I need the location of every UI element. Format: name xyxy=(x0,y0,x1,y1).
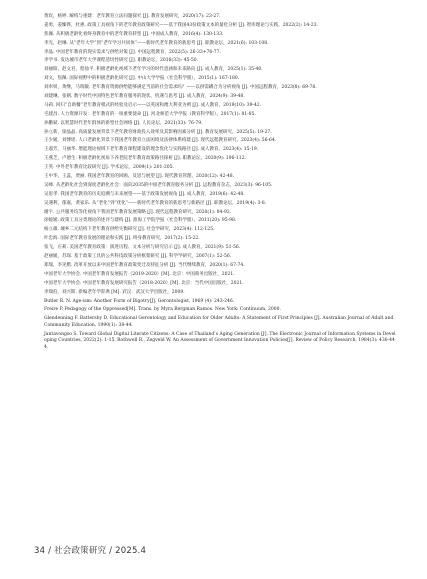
reference-item: 刘丽阳，赵文君，程仙平. 积极老龄化视域下老年学习的时代意涵和未来路向 [J]. 成人教育，2025(1): 35-40. xyxy=(44,67,263,73)
reference-item: 孙立新，梁晶晶. 高质量发展背景下老年教育财政投入效率及其影响因素分析 [J]. 教育发展研究，2025(5): 19-27. xyxy=(44,129,272,135)
reference-item: 谢宇. 公共服务均等化视角下我国老年教育发展策略 [J]. 现代远程教育研究，2020(1): 84-92. xyxy=(44,209,232,215)
reference-item: Butler R. N. Age-ism: Another Form of Bigotry[J]. Gerontologist, 1969 (4): 243-246. xyxy=(44,298,235,304)
reference-item: 姜勇，姜臻铧，杜惠. 政策工具视角下的老年教育政策研究——基于我国43份政策文本的量化分析 [J]. 智库理论与实践，2022(2): 14-23. xyxy=(44,22,318,28)
reference-item: 中国老年大学协会. 中国老年教育发展报告（2019-2020）[M]. 北京：中国商务出版社，2021. xyxy=(44,271,235,277)
reference-item: 赵丽媛，苏琛. 基于政策工具的公共科技政策分析框架研究 [J]. 科学学研究，2007(1): 52-56. xyxy=(44,254,232,260)
reference-list xyxy=(44,14,396,354)
reference-item: 王少媛，刘博瑶. 人口老龄化背景下我国老年教育立法困境及法律体系构建 [J]. 现代远程教育研究，2023(4): 56-64. xyxy=(44,138,277,144)
reference-item: 王中华，王蕊，贾丽. 我国老年教育的回顾、反思与展望 [J]. 现代教育管理，2020(12): 42-48. xyxy=(44,174,235,180)
reference-item: 刘建琳，张朝. 数字时代中国特色老年教育服务的现状、机遇与思考 [J]. 成人教育，2024(9): 39-48. xyxy=(44,94,245,100)
reference-item: 王燕芝，卢德生. 积极老龄化视角下养老院老年教育政策路径探析 [J]. 职教论坛，2020(9): 106-112. xyxy=(44,156,246,162)
reference-item: 杨立雄. 城乡二元结构下老年教育供给失衡研究 [J]. 社会学研究，2023(4): 112-125. xyxy=(44,227,215,233)
reference-item: 刘奉妍，黄继，马瑞敏. 老年教育资源供给能够满足当前的社会需求吗？——以供需耦合为分析视角 [J]. 中国远程教育，2023(8): 69-78. xyxy=(44,85,317,91)
reference-item: Glendenning F. Battersby D. Educational Gerontology and Education for Older Adults: A Statement of First Principles [J]. Australian Journal of Adult and Community Education, 1990(1): 38-44. xyxy=(44,316,394,328)
reference-item: Freire P. Pedagogy of the Oppressed[M]. Trans. by Myra Bergman Ramos. New York: Continuum, 2000. xyxy=(44,307,281,313)
reference-item: Jantavongso S. Toward Global Digital Literate Citizens: A Case of Thailand’s Aging Generation [J]. The Electronic Journal of Information Systems in Developing Countries, 2022(2): 1-15. Rothwell R., Zegveld W. An Assessment of Government Innovation Policies[J]. Review of Policy Research, 1984(3): 436-444. xyxy=(44,331,396,350)
reference-item: 吴思孝. 我国老年教育的历史追溯与未来展望——基于政策发展视角 [J]. 成人教育，2019(6): 42-48. xyxy=(44,191,245,197)
reference-item: 王淑芳，马丽华. 增能理论视域下老年教育课程建设的理念优化与实践路径 [J]. 成人教育，2023(4): 15-19. xyxy=(44,147,259,153)
reference-item: 吴峰. 从老龄化社会到深度老龄化社会：面向2035的中国老年教育服务分析 [J]. 远程教育杂志，2023(3): 96-105. xyxy=(44,182,273,188)
reference-item: 郑瑞，李见楷. 改革开放以来中国老年教育政策变迁及特征分析 [J]. 当代继续教育，2020(1): 67-74. xyxy=(44,262,245,268)
reference-item: 焦佩. 从积极老龄化看终身教育中的老年教育转型 [J]. 中国成人教育，2016(4): 130-133. xyxy=(44,31,224,37)
reference-item: 张飞，庄莉. 美国老年教育政策：演进历程、文本分析与研究启示 [J]. 成人教育，2021(9): 51-56. xyxy=(44,245,241,251)
reference-item: 李学书. 发达城市老年大学课程适切性研究 [J]. 职教论坛，2016(33): 45-50. xyxy=(44,58,199,64)
reference-item: 李晶. 中国老年教育的现实需求与供给对策 [J]. 中国远程教育，2022(5): 26-33+76-77. xyxy=(44,49,221,55)
reference-item: 毛建昌. 人力资源开发：老年教育的一项重要使命 [J]. 河北师范大学学报（教育科学版），2017(1): 81-85. xyxy=(44,111,256,117)
reference-item: 吴遇利，郁嘉，黄家乐. 从“老化”到“优化”——新时代老年教育的新思考与新路径 [J]. 职教论坛，2019(4): 3-8. xyxy=(44,200,267,206)
reference-item: 马莉. 回归“自助餐”老年教育模式的经验及启示——以英国和澳大利亚为例 [J]. 成人教育，2019(10): 39-42. xyxy=(44,102,262,108)
reference-item: 李瑞伯，刘兴斯. 新编老年学辞典 [M]. 武汉：武汉大学出版社，2009. xyxy=(44,289,185,295)
reference-item: 刘文，焦佩. 国际视野中的积极老龄化研究 [J]. 中山大学学报（社会科学版），2015(1): 167-180. xyxy=(44,76,240,82)
reference-item: 叶忠海. 国际老年教育发展的理论和实践 [J]. 终身教育研究，2017(2): 15-22. xyxy=(44,236,200,242)
reference-item: 李光，赵琳. 从“老年大学”到“老年学习共同体”——新时代老年教育的新思考 [J]. 职教论坛，2021(6): 103-108. xyxy=(44,40,269,46)
reference-item: 孙鹏斌. 以智慧时代老年群体的新型社会网络 [J]. 人民论坛，2021(33): 76-79. xyxy=(44,120,203,126)
reference-item: 王英. 中外老年教育比较研究 [J]. 学术论坛，2009(1): 201-205. xyxy=(44,165,174,171)
reference-item: 中国老年大学协会. 中国老年教育发展研究报告（2018-2020）[M]. 北京：当代中国出版社，2021. xyxy=(44,280,244,286)
reference-item: 徐媛媛. 政策工具分类理论的述评与建构 [J]. 淮海工学院学报（社会科学版），2011(20): 95-98. xyxy=(44,218,237,224)
page-footer: 34 / 社会政策研究 / 2025.4 xyxy=(34,546,147,556)
reference-item: 黄玫，杨婷. 解构与重建：老年教育立法问题探究 [J]. 教育发展研究，2020(17): 23-27. xyxy=(44,14,221,19)
